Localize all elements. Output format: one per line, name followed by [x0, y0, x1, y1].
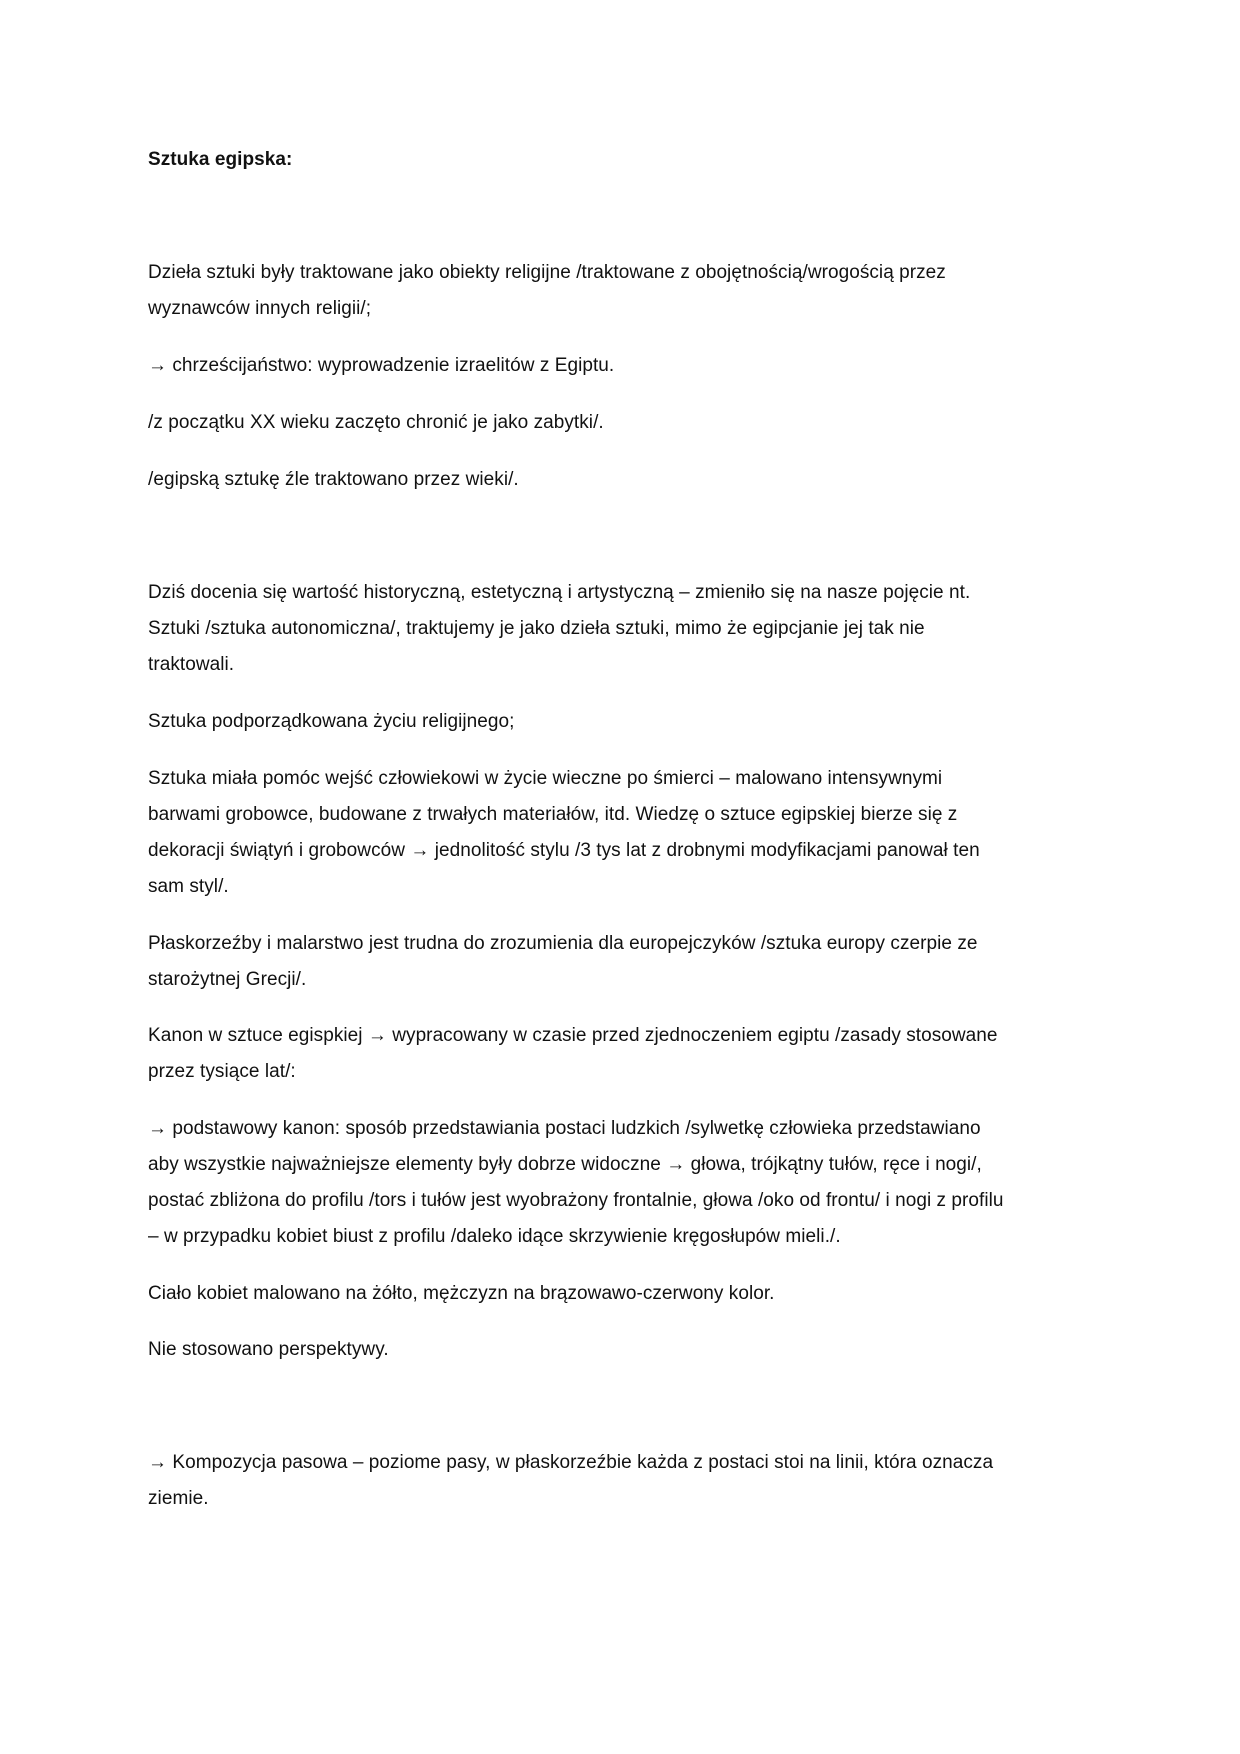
- text-line: Sztuki /sztuka autonomiczna/, traktujemy je jako dzieła sztuki, mimo że egipcjanie jej tak nie: [148, 618, 925, 639]
- text-line: aby wszystkie najważniejsze elementy były dobrze widoczne → głowa, trójkątny tułów, ręce i nogi/,: [148, 1154, 982, 1175]
- text-line: /z początku XX wieku zaczęto chronić je jako zabytki/.: [148, 412, 604, 433]
- text-line: wyznawców innych religii/;: [148, 298, 372, 319]
- text-line: → Kompozycja pasowa – poziome pasy, w płaskorzeźbie każda z postaci stoi na linii, która oznacza: [148, 1452, 994, 1473]
- text-line: → chrześcijaństwo: wyprowadzenie izraelitów z Egiptu.: [148, 355, 615, 376]
- document-title: Sztuka egipska:: [148, 149, 293, 170]
- text-line: /egipską sztukę źle traktowano przez wieki/.: [148, 469, 519, 490]
- text-line: Dziś docenia się wartość historyczną, estetyczną i artystyczną – zmieniło się na nasze pojęcie nt.: [148, 582, 971, 603]
- text-line: postać zbliżona do profilu /tors i tułów jest wyobrażony frontalnie, głowa /oko od frontu/ i nogi z profilu: [148, 1190, 1004, 1211]
- text-line: traktowali.: [148, 654, 235, 675]
- text-line: Ciało kobiet malowano na żółto, mężczyzn na brązowawo-czerwony kolor.: [148, 1283, 775, 1304]
- text-line: Nie stosowano perspektywy.: [148, 1339, 389, 1360]
- text-line: Płaskorzeźby i malarstwo jest trudna do zrozumienia dla europejczyków /sztuka europy czerpie ze: [148, 933, 978, 954]
- text-line: barwami grobowce, budowane z trwałych materiałów, itd. Wiedzę o sztuce egipskiej bierze się z: [148, 804, 958, 825]
- text-line: przez tysiące lat/:: [148, 1061, 296, 1082]
- text-line: starożytnej Grecji/.: [148, 969, 307, 990]
- text-line: → podstawowy kanon: sposób przedstawiania postaci ludzkich /sylwetkę człowieka przedstawiano: [148, 1118, 981, 1139]
- text-line: Kanon w sztuce egispkiej → wypracowany w czasie przed zjednoczeniem egiptu /zasady stosowane: [148, 1025, 998, 1046]
- text-line: Sztuka miała pomóc wejść człowiekowi w życie wieczne po śmierci – malowano intensywnymi: [148, 768, 943, 789]
- text-line: – w przypadku kobiet biust z profilu /daleko idące skrzywienie kręgosłupów mieli./.: [148, 1226, 841, 1247]
- text-line: ziemie.: [148, 1488, 209, 1509]
- text-line: Dzieła sztuki były traktowane jako obiekty religijne /traktowane z obojętnością/wrogością przez: [148, 262, 946, 283]
- text-line: sam styl/.: [148, 876, 229, 897]
- text-line: Sztuka podporządkowana życiu religijnego;: [148, 711, 515, 732]
- text-line: dekoracji świątyń i grobowców → jednolitość stylu /3 tys lat z drobnymi modyfikacjami panował ten: [148, 840, 980, 861]
